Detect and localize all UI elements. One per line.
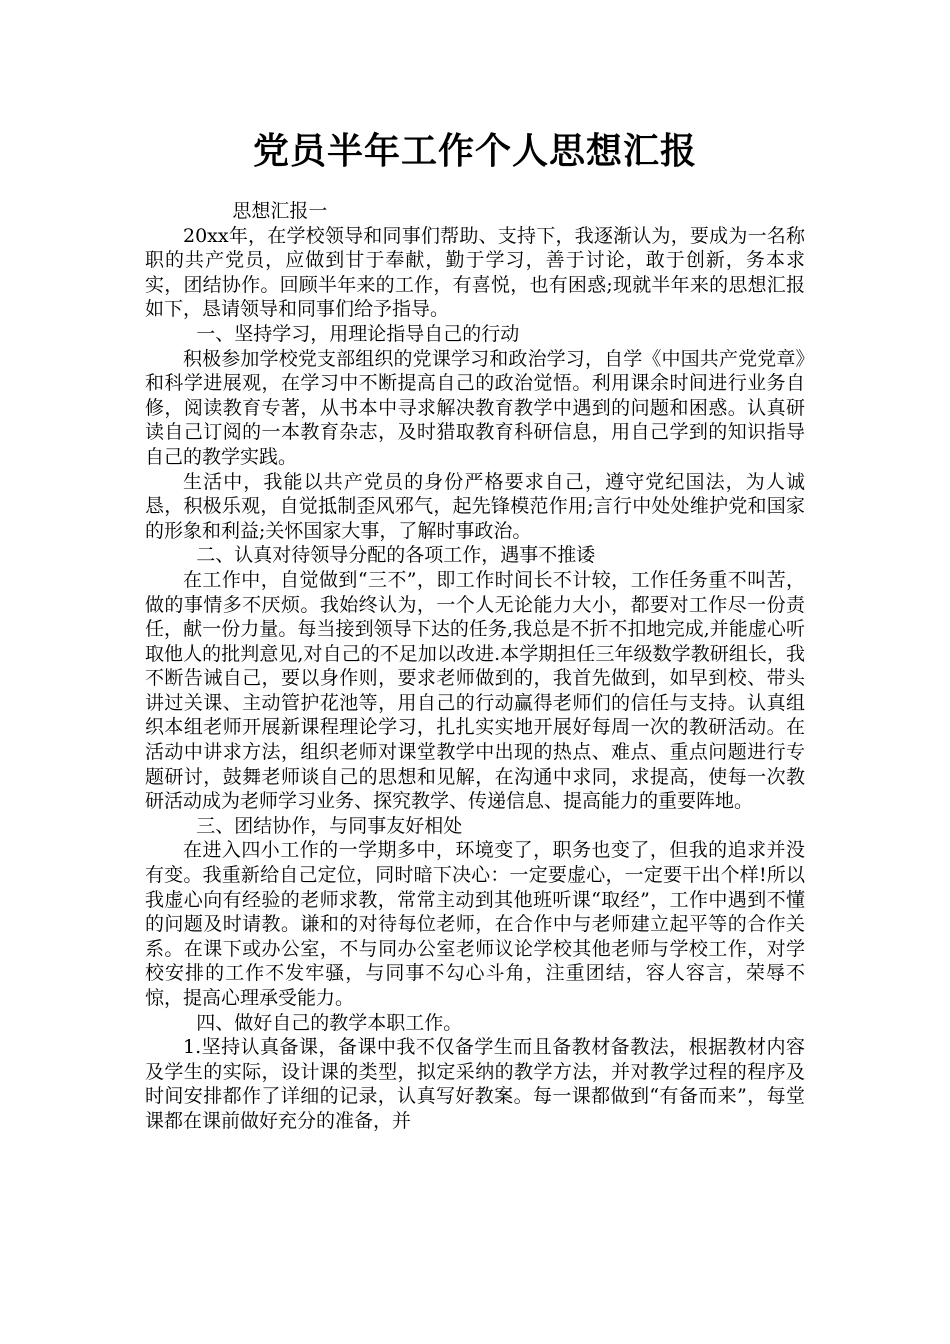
body-paragraph: 生活中，我能以共产党员的身份严格要求自己，遵守党纪国法，为人诚恳，积极乐观，自觉抵制歪风邪气，起先锋模范作用;言行中处处维护党和国家的形象和利益;关怀国家大事，了解时事政治。 <box>145 470 805 542</box>
body-paragraph: 在工作中，自觉做到“三不”，即工作时间长不计较，工作任务重不叫苦，做的事情多不厌烦。我始终认为，一个人无论能力大小，都要对工作尽一份责任，献一份力量。每当接到领导下达的任务,我总是不折不扣地完成,并能虚心听取他人的批判意见,对自己的不足加以改进.本学期担任三年级数学教研组长，我不断告诫自己，要以身作则，要求老师做到的，我首先做到，如早到校、带头讲过关课、主动管护花池等，用自己的行动赢得老师们的信任与支持。认真组织本组老师开展新课程理论学习，扎扎实实地开展好每周一次的教研活动。在活动中讲求方法，组织老师对课堂教学中出现的热点、难点、重点问题进行专题研讨，鼓舞老师谈自己的思想和见解，在沟通中求同，求提高，使每一次教研活动成为老师学习业务、探究教学、传递信息、提高能力的重要阵地。 <box>145 568 805 813</box>
body-paragraph: 1.坚持认真备课，备课中我不仅备学生而且备教材备教法，根据教材内容及学生的实际，设计课的类型，拟定采纳的教学方法，并对教学过程的程序及时间安排都作了详细的记录，认真写好教案。每一课都做到“有备而来”，每堂课都在课前做好充分的准备，并 <box>145 1036 805 1132</box>
report-label: 思想汇报一 <box>232 200 328 222</box>
section-heading-2: 二、认真对待领导分配的各项工作，遇事不推诿 <box>196 544 596 567</box>
body-paragraph: 积极参加学校党支部组织的党课学习和政治学习，自学《中国共产党党章》和科学进展观，在学习中不断提高自己的政治觉悟。利用课余时间进行业务自修，阅读教育专著，从书本中寻求解决教育教学中遇到的问题和困惑。认真研读自己订阅的一本教育杂志，及时猎取教育科研信息，用自己学到的知识指导自己的教学实践。 <box>145 347 805 468</box>
intro-paragraph: 20xx年，在学校领导和同事们帮助、支持下，我逐渐认为，要成为一名称职的共产党员，应做到甘于奉献，勤于学习，善于讨论，敢于创新，务本求实，团结协作。回顾半年来的工作，有喜悦，也有困惑;现就半年来的思想汇报如下，恳请领导和同事们给予指导。 <box>145 224 805 321</box>
body-paragraph: 在进入四小工作的一学期多中，环境变了，职务也变了，但我的追求并没有变。我重新给自己定位，同时暗下决心：一定要虚心，一定要干出个样!所以我虚心向有经验的老师求教，常常主动到其他班听课“取经”，工作中遇到不懂的问题及时请教。谦和的对待每位老师，在合作中与老师建立起平等的合作关系。在课下或办公室，不与同办公室老师议论学校其他老师与学校工作，对学校安排的工作不发牢骚，与同事不勾心斗角，注重团结，容人容言，荣辱不惊，提高心理承受能力。 <box>145 839 805 1009</box>
document-body <box>145 199 805 1134</box>
document-title: 党员半年工作个人思想汇报 <box>252 131 697 172</box>
section-heading-1: 一、坚持学习，用理论指导自己的行动 <box>196 322 520 345</box>
section-heading-3: 三、团结协作，与同事友好相处 <box>196 814 463 837</box>
section-heading-4: 四、做好自己的教学本职工作。 <box>196 1011 463 1034</box>
